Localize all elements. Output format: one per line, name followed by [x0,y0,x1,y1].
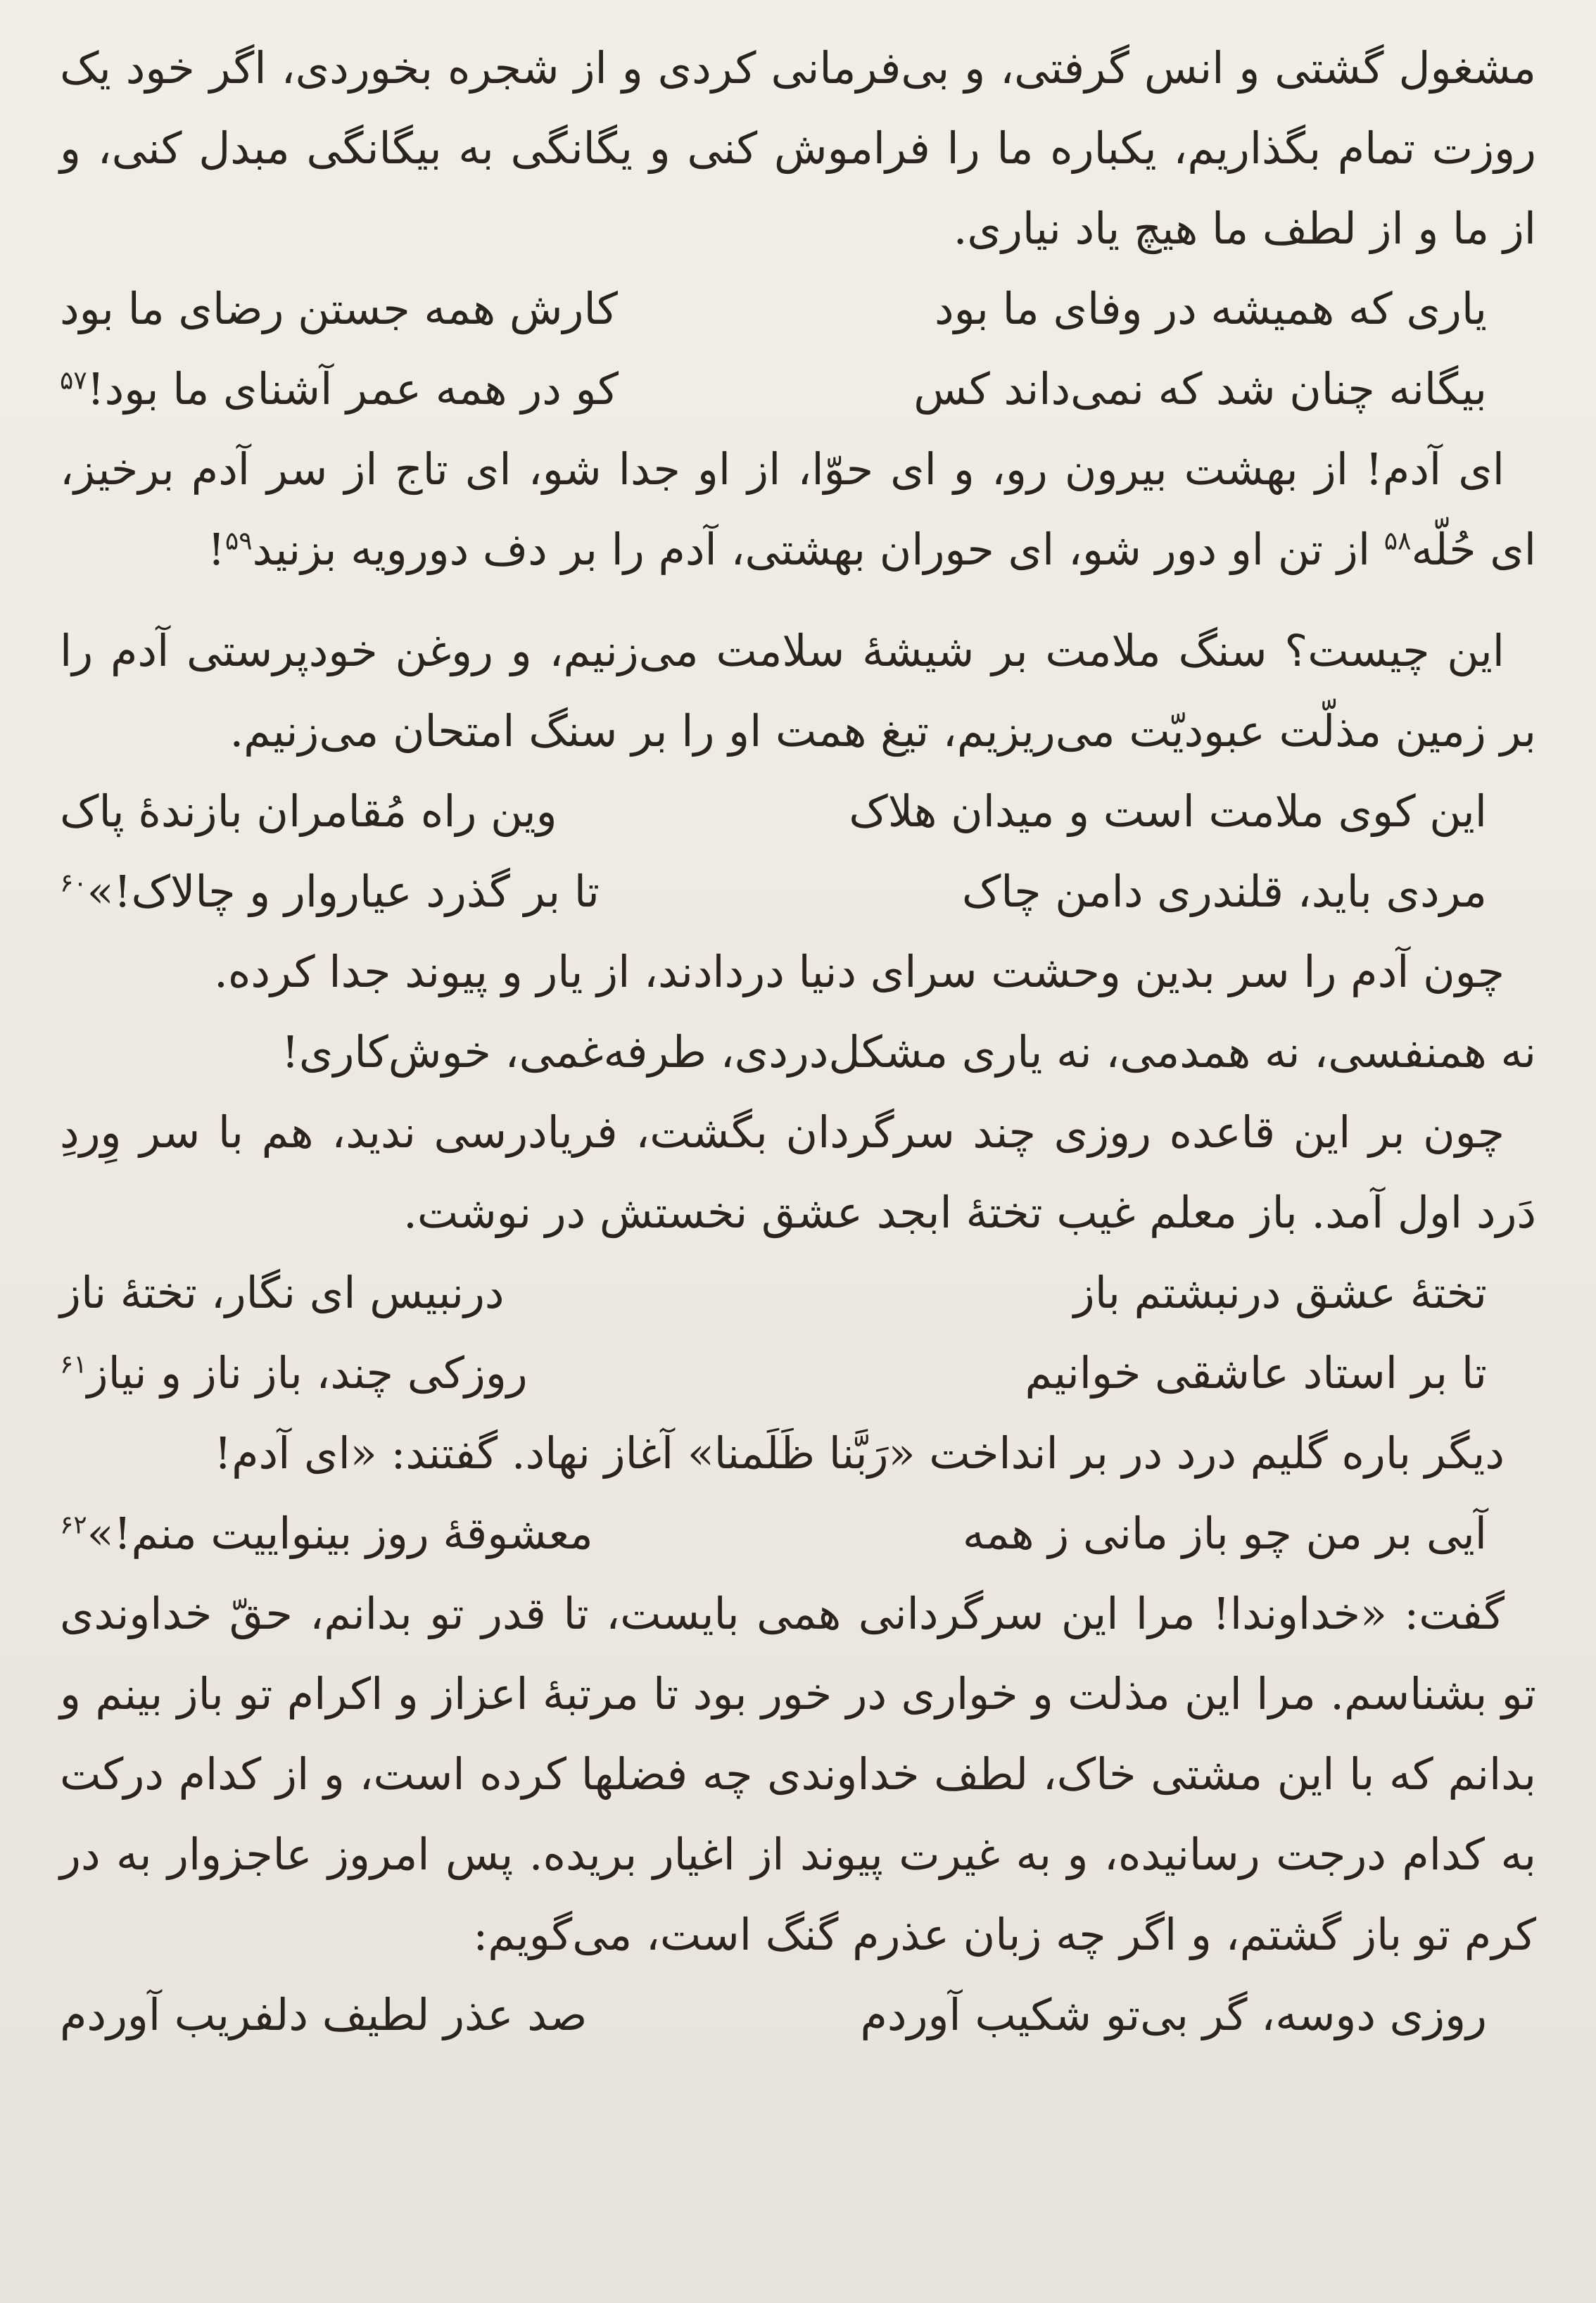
verse-line [60,852,1536,932]
verse-hemistich-left: کو در همه عمر آشنای ما بود!$^{۵۷}$ [60,363,619,415]
paragraph-opening: مشغول گشتی و انس گرفتی، و بی‌فرمانی کردی و از شجره بخوردی، اگر خود یک روزت تمام بگذاریم، یکباره ما را فراموش کنی و یگانگی به بیگانگی مبدل کنی، و از ما و از لطف ما هیچ یاد نیاری. [60,42,1536,254]
footnote-marker: ۶۱ [60,1350,87,1380]
footnote-marker: ۵۹ [224,526,253,556]
paragraph-rabbana: دیگر باره گلیم درد در بر انداخت «رَبَّنا ظَلَمنا» آغاز نهاد. گفتند: «ای آدم! [214,1427,1505,1479]
verse-line [60,1975,1536,2055]
verse-hemistich-left: کارش همه جستن رضای ما بود [60,283,618,334]
verse-hemistich-left: درنبیس ای نگار، تختهٔ ناز [60,1267,505,1318]
verse-hemistich-left: روزکی چند، باز ناز و نیاز$^{۶۱}$ [60,1347,528,1399]
paragraph-hamnafas: نه همنفسی، نه همدمی، نه یاری مشکل‌دردی، طرفه‌غمی، خوش‌کاری! [281,1026,1536,1078]
verse-hemistich-right: آیی بر من چو باز مانی ز همه [962,1508,1487,1559]
verse-hemistich-right: بیگانه چنان شد که نمی‌داند کس [913,363,1487,415]
verse-hemistich-left: تا بر گذرد عیاروار و چالاک!»$^{۶۰}$ [60,866,600,917]
verse-line [60,1333,1536,1413]
verse-hemistich-left: معشوقهٔ روز بینواییت منم!»$^{۶۲}$ [60,1508,593,1559]
paragraph-adam-expulsion: ای آدم! از بهشت بیرون رو، و ای حوّا، از او جدا شو، ای تاج از سر آدم برخیز، ای حُلّه$^{۵۸}$ از تن او دور شو، ای حوران بهشتی، آدم را بر دف دورویه بزنید$^{۵۹}$! [60,443,1536,575]
verse-hemistich-right: تا بر استاد عاشقی خوانیم [1025,1347,1487,1399]
verse-line [60,1494,1536,1574]
verse-line [60,1253,1536,1333]
verse-line [60,349,1536,429]
verse-hemistich-right: تختهٔ عشق درنبشتم باز [1073,1267,1487,1318]
footnote-marker: ۶۲ [60,1510,87,1540]
verse-line [60,269,1536,349]
paragraph-wandering: چون بر این قاعده روزی چند سرگردان بگشت، فریادرسی ندید، هم با سر وِردِ دَرد اول آمد. باز معلم غیب تختهٔ ابجد عشق نخستش در نوشت. [60,1106,1536,1238]
paragraph-malamat: این چیست؟ سنگ ملامت بر شیشهٔ سلامت می‌زنیم، و روغن خودپرستی آدم را بر زمین مذلّت عبودیّت می‌ریزیم، تیغ همت او را بر سنگ امتحان می‌زنیم. [60,625,1536,757]
verse-hemistich-left: صد عذر لطیف دلفریب آوردم [60,1989,588,2040]
verse-hemistich-right: یاری که همیشه در وفای ما بود [935,283,1487,334]
verse-hemistich-left: وین راه مُقامران بازندهٔ پاک [60,785,557,837]
footnote-marker: ۵۸ [1383,526,1412,556]
footnote-marker: ۵۷ [60,366,87,396]
paragraph-adam-reply: گفت: «خداوندا! مرا این سرگردانی همی بایست، تا قدر تو بدانم، حقّ خداوندی تو بشناسم. مرا این مذلت و خواری در خور بود تا مرتبهٔ اعزاز و اکرام تو باز بینم و بدانم که با این مشتی خاک، لطف خداوندی چه فضلها کرده است، و از کدام درکت به کدام درجت رسانیده، و به غیرت پیوند از اغیار بریده. پس امروز عاجزوار به در کرم تو باز گشتم، و اگر چه زبان عذرم گنگ است، می‌گویم: [60,1588,1536,1960]
verse-hemistich-right: روزی دوسه، گر بی‌تو شکیب آوردم [860,1989,1487,2040]
footnote-marker: ۶۰ [60,869,87,898]
verse-hemistich-right: مردی باید، قلندری دامن چاک [961,866,1487,917]
verse-line [60,771,1536,852]
paragraph-world: چون آدم را سر بدین وحشت سرای دنیا دردادند، از یار و پیوند جدا کرده. [214,946,1505,997]
verse-hemistich-right: این کوی ملامت است و میدان هلاک [849,785,1487,837]
